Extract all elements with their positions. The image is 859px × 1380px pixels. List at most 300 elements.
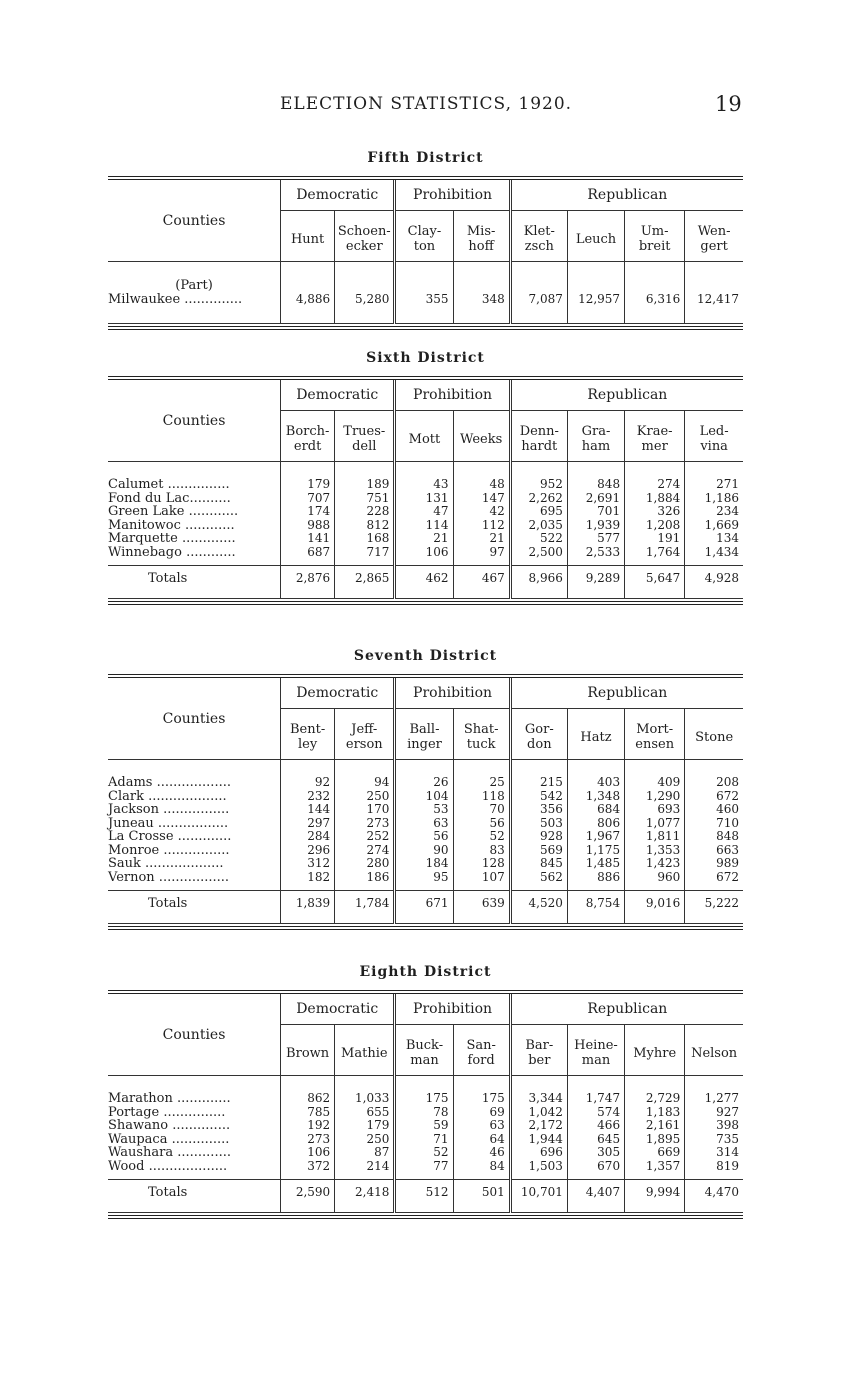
spacer-cell xyxy=(108,1076,281,1093)
spacer-cell xyxy=(625,592,685,599)
vote-count: 69 xyxy=(453,1106,510,1120)
party-header: Prohibition xyxy=(395,994,510,1025)
candidate-name-line: man xyxy=(410,1053,439,1068)
vote-count: 314 xyxy=(685,1146,743,1160)
candidate-header xyxy=(567,211,624,262)
vote-count: 1,939 xyxy=(567,519,624,533)
vote-count: 312 xyxy=(281,857,335,871)
county-name: Green Lake ............ xyxy=(108,504,239,519)
spacer-cell xyxy=(335,307,395,317)
vote-count: 701 xyxy=(567,505,624,519)
spacer-cell xyxy=(395,307,453,317)
vote-count: 174 xyxy=(281,505,335,519)
vote-count: 6,316 xyxy=(625,293,685,307)
vote-count: 189 xyxy=(335,478,395,492)
candidate-header xyxy=(625,411,685,462)
spacer-row xyxy=(108,262,743,279)
spacer-cell xyxy=(335,1206,395,1213)
vote-count: 460 xyxy=(685,803,743,817)
spacer-cell xyxy=(281,1076,335,1093)
totals-row xyxy=(108,566,743,593)
candidate-header xyxy=(567,709,624,760)
vote-count: 90 xyxy=(395,844,453,858)
vote-count: 684 xyxy=(567,803,624,817)
vote-count: 348 xyxy=(453,293,510,307)
vote-count: 214 xyxy=(335,1160,395,1174)
vote-count: 2,035 xyxy=(510,519,567,533)
district-title: Fifth District xyxy=(367,150,484,166)
vote-count: 97 xyxy=(453,546,510,560)
party-header: Democratic xyxy=(281,180,395,211)
spacer-cell xyxy=(335,317,395,324)
table-row xyxy=(108,1146,743,1160)
candidate-header xyxy=(510,709,567,760)
vote-count: 252 xyxy=(335,830,395,844)
vote-count: 175 xyxy=(395,1092,453,1106)
candidate-name-line: Led- xyxy=(699,424,729,439)
vote-count: 2,172 xyxy=(510,1119,567,1133)
vote-count: 43 xyxy=(395,478,453,492)
spacer-cell xyxy=(567,262,624,279)
spacer-cell xyxy=(510,1206,567,1213)
candidate-header xyxy=(625,1025,685,1076)
votes-table xyxy=(108,180,743,324)
county-name: Portage ............... xyxy=(108,1104,226,1120)
vote-count: 1,503 xyxy=(510,1160,567,1174)
vote-count: 326 xyxy=(625,505,685,519)
spacer-cell xyxy=(108,1206,281,1213)
vote-count: 274 xyxy=(625,478,685,492)
party-header-row xyxy=(108,380,743,411)
vote-count: 574 xyxy=(567,1106,624,1120)
vote-count: 355 xyxy=(395,293,453,307)
vote-count: 7,087 xyxy=(510,293,567,307)
bottom-spacer-row xyxy=(108,1206,743,1213)
candidate-header xyxy=(335,709,395,760)
candidate-header xyxy=(395,1025,453,1076)
party-header: Democratic xyxy=(281,380,395,411)
spacer-cell xyxy=(625,317,685,324)
table-row xyxy=(108,871,743,885)
candidate-header xyxy=(281,709,335,760)
candidate-name-line: San- xyxy=(466,1038,496,1053)
vote-count: 663 xyxy=(685,844,743,858)
vote-count: 4,886 xyxy=(281,293,335,307)
spacer-cell xyxy=(625,1076,685,1093)
spacer-cell xyxy=(567,462,624,479)
spacer-cell xyxy=(281,592,335,599)
spacer-cell xyxy=(453,307,510,317)
vote-count: 1,884 xyxy=(625,492,685,506)
vote-count: 170 xyxy=(335,803,395,817)
table-row xyxy=(108,519,743,533)
vote-count: 952 xyxy=(510,478,567,492)
county-name: Juneau ................. xyxy=(108,815,229,831)
vote-count: 372 xyxy=(281,1160,335,1174)
spacer-cell xyxy=(281,317,335,324)
candidate-name-line: Heine- xyxy=(574,1038,618,1053)
table-row xyxy=(108,817,743,831)
candidate-name-line: Mis- xyxy=(466,224,496,239)
vote-count: 409 xyxy=(625,776,685,790)
spacer-row xyxy=(108,462,743,479)
vote-count: 1,208 xyxy=(625,519,685,533)
county-name: Fond du Lac.......... xyxy=(108,490,231,506)
spacer-cell xyxy=(510,278,567,293)
bottom-rule xyxy=(108,1215,743,1219)
county-name: Monroe ................ xyxy=(108,842,230,858)
total-count: 467 xyxy=(453,566,510,593)
vote-count: 175 xyxy=(453,1092,510,1106)
spacer-row xyxy=(108,760,743,777)
spacer-cell xyxy=(281,307,335,317)
sixth-district-section xyxy=(108,350,743,605)
county-name: Marquette ............. xyxy=(108,531,236,546)
candidate-name-line: Myhre xyxy=(633,1045,677,1061)
vote-count: 273 xyxy=(335,817,395,831)
votes-table xyxy=(108,678,743,924)
vote-count: 179 xyxy=(281,478,335,492)
running-header xyxy=(0,92,859,118)
candidate-name-line: Nelson xyxy=(691,1045,738,1061)
total-count: 501 xyxy=(453,1180,510,1207)
vote-count: 693 xyxy=(625,803,685,817)
candidate-name-line: don xyxy=(527,737,552,752)
spacer-cell xyxy=(453,1076,510,1093)
candidate-header xyxy=(685,709,743,760)
spacer-cell xyxy=(108,917,281,924)
table-row xyxy=(108,1133,743,1147)
spacer-cell xyxy=(685,592,743,599)
bottom-rule xyxy=(108,326,743,330)
table-row xyxy=(108,844,743,858)
vote-count: 696 xyxy=(510,1146,567,1160)
vote-count: 562 xyxy=(510,871,567,885)
candidate-name-line: Bar- xyxy=(525,1038,554,1053)
spacer-row xyxy=(108,307,743,317)
vote-count: 106 xyxy=(281,1146,335,1160)
table-row xyxy=(108,1092,743,1106)
vote-count: 687 xyxy=(281,546,335,560)
party-header-row xyxy=(108,994,743,1025)
bottom-rule xyxy=(108,601,743,605)
spacer-cell xyxy=(510,317,567,324)
candidate-header xyxy=(625,211,685,262)
spacer-cell xyxy=(685,760,743,777)
spacer-cell xyxy=(685,278,743,293)
party-header: Democratic xyxy=(281,994,395,1025)
county-name: Shawano .............. xyxy=(108,1118,231,1133)
spacer-cell xyxy=(108,760,281,777)
candidate-name-line: Klet- xyxy=(523,224,555,239)
vote-count: 114 xyxy=(395,519,453,533)
total-count: 1,839 xyxy=(281,891,335,918)
county-name: Milwaukee .............. xyxy=(108,292,243,307)
spacer-cell xyxy=(281,262,335,279)
vote-count: 284 xyxy=(281,830,335,844)
candidate-name-line: ber xyxy=(528,1053,551,1068)
vote-count: 118 xyxy=(453,790,510,804)
candidate-name-line: breit xyxy=(638,239,671,254)
vote-count: 848 xyxy=(567,478,624,492)
candidate-name-line: gert xyxy=(700,239,728,254)
candidate-name-line: Ball- xyxy=(409,722,440,737)
seventh-district-section xyxy=(108,648,743,930)
spacer-cell xyxy=(281,760,335,777)
candidate-header xyxy=(281,1025,335,1076)
vote-count: 1,423 xyxy=(625,857,685,871)
vote-count: 52 xyxy=(453,830,510,844)
vote-count: 77 xyxy=(395,1160,453,1174)
spacer-cell xyxy=(567,917,624,924)
total-count: 512 xyxy=(395,1180,453,1207)
vote-count: 751 xyxy=(335,492,395,506)
candidate-name-line: ecker xyxy=(345,239,383,254)
vote-count: 848 xyxy=(685,830,743,844)
vote-count: 2,691 xyxy=(567,492,624,506)
total-count: 9,016 xyxy=(625,891,685,918)
vote-count: 70 xyxy=(453,803,510,817)
vote-count: 403 xyxy=(567,776,624,790)
vote-count: 2,500 xyxy=(510,546,567,560)
candidate-header xyxy=(685,211,743,262)
county-name: Waushara ............. xyxy=(108,1145,231,1160)
candidate-header xyxy=(510,1025,567,1076)
vote-count: 672 xyxy=(685,871,743,885)
vote-count: 26 xyxy=(395,776,453,790)
vote-count: 1,357 xyxy=(625,1160,685,1174)
vote-count: 56 xyxy=(395,830,453,844)
party-header: Democratic xyxy=(281,678,395,709)
county-name: Vernon ................. xyxy=(108,869,230,885)
vote-count: 228 xyxy=(335,505,395,519)
spacer-cell xyxy=(685,317,743,324)
vote-count: 56 xyxy=(453,817,510,831)
total-count: 5,222 xyxy=(685,891,743,918)
vote-count: 12,417 xyxy=(685,293,743,307)
vote-count: 25 xyxy=(453,776,510,790)
vote-count: 2,533 xyxy=(567,546,624,560)
spacer-cell xyxy=(281,462,335,479)
spacer-cell xyxy=(395,462,453,479)
vote-count: 806 xyxy=(567,817,624,831)
vote-count: 707 xyxy=(281,492,335,506)
spacer-cell xyxy=(108,262,281,279)
candidate-name-line: hardt xyxy=(521,439,558,454)
spacer-cell xyxy=(395,317,453,324)
bottom-spacer-row xyxy=(108,917,743,924)
candidate-name-line: Leuch xyxy=(575,231,617,247)
spacer-cell xyxy=(395,1206,453,1213)
vote-count: 710 xyxy=(685,817,743,831)
vote-count: 186 xyxy=(335,871,395,885)
table-row xyxy=(108,790,743,804)
party-header-row xyxy=(108,678,743,709)
spacer-cell xyxy=(567,278,624,293)
spacer-cell xyxy=(453,760,510,777)
spacer-cell xyxy=(685,262,743,279)
vote-count: 63 xyxy=(453,1119,510,1133)
total-count: 8,754 xyxy=(567,891,624,918)
counties-header: Counties xyxy=(108,678,281,760)
vote-count: 106 xyxy=(395,546,453,560)
spacer-cell xyxy=(395,278,453,293)
table-row xyxy=(108,505,743,519)
totals-row xyxy=(108,1180,743,1207)
eighth-district-section xyxy=(108,964,743,1219)
fifth-district-section xyxy=(108,150,743,330)
table-row xyxy=(108,1160,743,1174)
table-row xyxy=(108,857,743,871)
vote-count: 182 xyxy=(281,871,335,885)
spacer-cell xyxy=(335,262,395,279)
vote-count: 144 xyxy=(281,803,335,817)
spacer-cell xyxy=(395,1076,453,1093)
spacer-cell xyxy=(510,1076,567,1093)
candidate-name-line: Um- xyxy=(640,224,669,239)
candidate-name-line: ensen xyxy=(635,737,675,752)
vote-count: 2,729 xyxy=(625,1092,685,1106)
candidate-name-line: Clay- xyxy=(407,224,442,239)
candidate-header xyxy=(510,411,567,462)
part-row xyxy=(108,278,743,293)
district-title: Seventh District xyxy=(353,648,498,664)
votes-table xyxy=(108,380,743,599)
table-row xyxy=(108,532,743,546)
party-header-row xyxy=(108,180,743,211)
candidate-header xyxy=(453,1025,510,1076)
spacer-cell xyxy=(395,917,453,924)
vote-count: 141 xyxy=(281,532,335,546)
candidate-name-line: Brown xyxy=(286,1045,330,1061)
district-title: Eighth District xyxy=(359,964,492,980)
spacer-cell xyxy=(625,278,685,293)
candidate-name-line: Hunt xyxy=(290,231,325,247)
vote-count: 12,957 xyxy=(567,293,624,307)
candidate-name-line: Borch- xyxy=(285,424,330,439)
candidate-name-line: erson xyxy=(345,737,383,752)
spacer-cell xyxy=(685,1206,743,1213)
total-count: 1,784 xyxy=(335,891,395,918)
candidate-header xyxy=(685,1025,743,1076)
vote-count: 577 xyxy=(567,532,624,546)
spacer-cell xyxy=(685,462,743,479)
spacer-cell xyxy=(335,592,395,599)
vote-count: 785 xyxy=(281,1106,335,1120)
spacer-cell xyxy=(453,592,510,599)
vote-count: 92 xyxy=(281,776,335,790)
spacer-cell xyxy=(281,917,335,924)
vote-count: 812 xyxy=(335,519,395,533)
candidate-name-line: erdt xyxy=(293,439,322,454)
county-name: Marathon ............. xyxy=(108,1091,231,1106)
candidate-name-line: ham xyxy=(581,439,611,454)
candidate-name-line: ton xyxy=(413,239,436,254)
candidate-header xyxy=(281,211,335,262)
spacer-cell xyxy=(625,760,685,777)
vote-count: 717 xyxy=(335,546,395,560)
totals-label: Totals xyxy=(108,891,281,918)
vote-count: 42 xyxy=(453,505,510,519)
spacer-cell xyxy=(567,1206,624,1213)
county-name: Winnebago ............ xyxy=(108,544,236,560)
table-row xyxy=(108,492,743,506)
vote-count: 63 xyxy=(395,817,453,831)
spacer-cell xyxy=(395,592,453,599)
vote-count: 305 xyxy=(567,1146,624,1160)
county-name: Jackson ................ xyxy=(108,802,230,817)
candidate-name-line: tuck xyxy=(466,737,496,752)
vote-count: 52 xyxy=(395,1146,453,1160)
spacer-cell xyxy=(510,262,567,279)
candidate-header xyxy=(395,709,453,760)
spacer-cell xyxy=(510,760,567,777)
vote-count: 47 xyxy=(395,505,453,519)
candidate-name-line: Weeks xyxy=(460,431,503,447)
table-row xyxy=(108,1119,743,1133)
total-count: 10,701 xyxy=(510,1180,567,1207)
table-row xyxy=(108,1106,743,1120)
total-count: 671 xyxy=(395,891,453,918)
page-number: 19 xyxy=(715,92,742,116)
district-title: Sixth District xyxy=(366,350,485,366)
vote-count: 1,764 xyxy=(625,546,685,560)
county-name: Manitowoc ............ xyxy=(108,517,235,533)
candidate-name-line: Jeff- xyxy=(351,722,378,737)
candidate-name-line: Denn- xyxy=(519,424,559,439)
vote-count: 735 xyxy=(685,1133,743,1147)
vote-count: 5,280 xyxy=(335,293,395,307)
page-title: ELECTION STATISTICS, 1920. xyxy=(280,94,573,114)
party-header: Prohibition xyxy=(395,180,510,211)
county-name: Waupaca .............. xyxy=(108,1131,230,1147)
county-name: Clark ................... xyxy=(108,788,227,804)
vote-count: 107 xyxy=(453,871,510,885)
candidate-name-line: Mott xyxy=(408,431,441,447)
spacer-cell xyxy=(335,278,395,293)
vote-count: 234 xyxy=(685,505,743,519)
spacer-cell xyxy=(108,317,281,324)
total-count: 4,407 xyxy=(567,1180,624,1207)
candidate-header xyxy=(453,411,510,462)
vote-count: 2,262 xyxy=(510,492,567,506)
candidate-name-line: hoff xyxy=(468,239,494,254)
total-count: 639 xyxy=(453,891,510,918)
vote-count: 131 xyxy=(395,492,453,506)
candidate-name-line: zsch xyxy=(524,239,554,254)
vote-count: 2,161 xyxy=(625,1119,685,1133)
candidate-header xyxy=(335,1025,395,1076)
vote-count: 3,344 xyxy=(510,1092,567,1106)
spacer-cell xyxy=(567,307,624,317)
county-name: Calumet ............... xyxy=(108,477,230,492)
spacer-cell xyxy=(685,307,743,317)
total-count: 2,590 xyxy=(281,1180,335,1207)
spacer-cell xyxy=(395,760,453,777)
vote-count: 128 xyxy=(453,857,510,871)
spacer-cell xyxy=(335,462,395,479)
party-header: Republican xyxy=(510,994,743,1025)
vote-count: 845 xyxy=(510,857,567,871)
vote-count: 104 xyxy=(395,790,453,804)
spacer-cell xyxy=(625,917,685,924)
vote-count: 1,183 xyxy=(625,1106,685,1120)
vote-count: 1,434 xyxy=(685,546,743,560)
vote-count: 192 xyxy=(281,1119,335,1133)
vote-count: 273 xyxy=(281,1133,335,1147)
candidate-name-line: inger xyxy=(407,737,442,752)
vote-count: 1,895 xyxy=(625,1133,685,1147)
